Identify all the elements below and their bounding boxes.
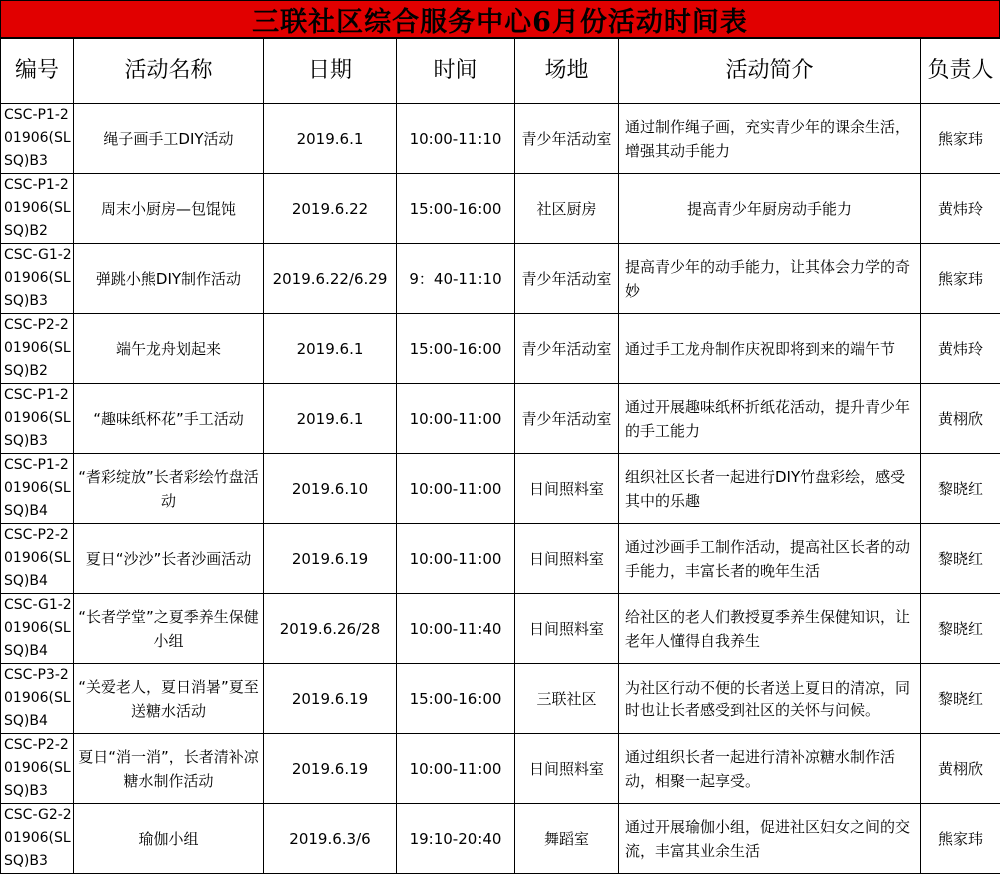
header-venue: 场地 <box>515 39 619 104</box>
cell-date: 2019.6.3/6 <box>264 804 397 874</box>
cell-desc: 组织社区长者一起进行DIY竹盘彩绘，感受其中的乐趣 <box>619 454 921 524</box>
cell-owner: 黄炜玲 <box>921 314 1000 384</box>
cell-date: 2019.6.1 <box>264 384 397 454</box>
table-row <box>1 174 1000 244</box>
table-row <box>1 734 1000 804</box>
cell-desc: 给社区的老人们教授夏季养生保健知识，让老年人懂得自我养生 <box>619 594 921 664</box>
cell-time: 10:00-11:10 <box>397 104 515 174</box>
cell-date: 2019.6.22/6.29 <box>264 244 397 314</box>
cell-time: 15:00-16:00 <box>397 314 515 384</box>
cell-time: 19:10-20:40 <box>397 804 515 874</box>
header-row <box>1 39 1000 104</box>
cell-time: 10:00-11:00 <box>397 734 515 804</box>
cell-desc: 提高青少年厨房动手能力 <box>619 174 921 244</box>
table-row <box>1 454 1000 524</box>
cell-time: 15:00-16:00 <box>397 664 515 734</box>
cell-owner: 黎晓红 <box>921 664 1000 734</box>
cell-name: “耆彩绽放”长者彩绘竹盘活动 <box>74 454 264 524</box>
cell-desc: 通过开展瑜伽小组，促进社区妇女之间的交流，丰富其业余生活 <box>619 804 921 874</box>
cell-code: CSC-P1-201906(SLSQ)B2 <box>1 174 74 244</box>
cell-code: CSC-G2-201906(SLSQ)B3 <box>1 804 74 874</box>
cell-date: 2019.6.26/28 <box>264 594 397 664</box>
table-row <box>1 804 1000 874</box>
cell-name: 弹跳小熊DIY制作活动 <box>74 244 264 314</box>
cell-date: 2019.6.19 <box>264 734 397 804</box>
cell-name: 周末小厨房—包馄饨 <box>74 174 264 244</box>
table-row <box>1 594 1000 664</box>
cell-name: 端午龙舟划起来 <box>74 314 264 384</box>
table-row <box>1 384 1000 454</box>
cell-time: 9：40-11:10 <box>397 244 515 314</box>
cell-name: “关爱老人，夏日消暑”夏至送糖水活动 <box>74 664 264 734</box>
cell-code: CSC-P2-201906(SLSQ)B3 <box>1 734 74 804</box>
table-row <box>1 104 1000 174</box>
cell-name: “长者学堂”之夏季养生保健小组 <box>74 594 264 664</box>
table-row <box>1 314 1000 384</box>
header-name: 活动名称 <box>74 39 264 104</box>
cell-time: 10:00-11:00 <box>397 524 515 594</box>
header-date: 日期 <box>264 39 397 104</box>
cell-code: CSC-P1-201906(SLSQ)B3 <box>1 104 74 174</box>
cell-code: CSC-P2-201906(SLSQ)B2 <box>1 314 74 384</box>
cell-owner: 黎晓红 <box>921 454 1000 524</box>
cell-venue: 日间照料室 <box>515 734 619 804</box>
header-desc: 活动简介 <box>619 39 921 104</box>
table-row <box>1 664 1000 734</box>
cell-desc: 通过开展趣味纸杯折纸花活动，提升青少年的手工能力 <box>619 384 921 454</box>
cell-venue: 青少年活动室 <box>515 244 619 314</box>
cell-code: CSC-G1-201906(SLSQ)B3 <box>1 244 74 314</box>
table-row <box>1 244 1000 314</box>
cell-owner: 熊家玮 <box>921 804 1000 874</box>
cell-name: 瑜伽小组 <box>74 804 264 874</box>
cell-desc: 通过沙画手工制作活动，提高社区长者的动手能力，丰富长者的晚年生活 <box>619 524 921 594</box>
cell-venue: 青少年活动室 <box>515 314 619 384</box>
cell-owner: 黄栩欣 <box>921 734 1000 804</box>
cell-code: CSC-P1-201906(SLSQ)B3 <box>1 384 74 454</box>
cell-owner: 熊家玮 <box>921 244 1000 314</box>
header-code: 编号 <box>1 39 74 104</box>
cell-desc: 为社区行动不便的长者送上夏日的清凉，同时也让长者感受到社区的关怀与问候。 <box>619 664 921 734</box>
cell-date: 2019.6.1 <box>264 104 397 174</box>
cell-code: CSC-P2-201906(SLSQ)B4 <box>1 524 74 594</box>
sheet-title: 三联社区综合服务中心6月份活动时间表 <box>0 0 1000 38</box>
table-row <box>1 524 1000 594</box>
cell-date: 2019.6.22 <box>264 174 397 244</box>
cell-name: 夏日“沙沙”长者沙画活动 <box>74 524 264 594</box>
cell-venue: 日间照料室 <box>515 454 619 524</box>
cell-venue: 日间照料室 <box>515 594 619 664</box>
cell-code: CSC-P1-201906(SLSQ)B4 <box>1 454 74 524</box>
cell-owner: 黄炜玲 <box>921 174 1000 244</box>
cell-time: 10:00-11:00 <box>397 454 515 524</box>
cell-date: 2019.6.10 <box>264 454 397 524</box>
schedule-table <box>0 38 1000 874</box>
header-time: 时间 <box>397 39 515 104</box>
cell-desc: 通过手工龙舟制作庆祝即将到来的端午节 <box>619 314 921 384</box>
cell-date: 2019.6.19 <box>264 524 397 594</box>
cell-date: 2019.6.19 <box>264 664 397 734</box>
cell-code: CSC-G1-201906(SLSQ)B4 <box>1 594 74 664</box>
cell-date: 2019.6.1 <box>264 314 397 384</box>
cell-desc: 通过组织长者一起进行清补凉糖水制作活动，相聚一起享受。 <box>619 734 921 804</box>
cell-code: CSC-P3-201906(SLSQ)B4 <box>1 664 74 734</box>
cell-venue: 青少年活动室 <box>515 104 619 174</box>
cell-name: 夏日“消一消”，长者清补凉糖水制作活动 <box>74 734 264 804</box>
cell-venue: 社区厨房 <box>515 174 619 244</box>
cell-owner: 黎晓红 <box>921 524 1000 594</box>
cell-time: 10:00-11:00 <box>397 384 515 454</box>
cell-desc: 通过制作绳子画，充实青少年的课余生活，增强其动手能力 <box>619 104 921 174</box>
cell-name: 绳子画手工DIY活动 <box>74 104 264 174</box>
cell-time: 10:00-11:40 <box>397 594 515 664</box>
cell-venue: 三联社区 <box>515 664 619 734</box>
cell-owner: 黄栩欣 <box>921 384 1000 454</box>
cell-time: 15:00-16:00 <box>397 174 515 244</box>
cell-venue: 舞蹈室 <box>515 804 619 874</box>
cell-desc: 提高青少年的动手能力，让其体会力学的奇妙 <box>619 244 921 314</box>
cell-name: “趣味纸杯花”手工活动 <box>74 384 264 454</box>
cell-venue: 日间照料室 <box>515 524 619 594</box>
header-owner: 负责人 <box>921 39 1000 104</box>
cell-owner: 熊家玮 <box>921 104 1000 174</box>
cell-owner: 黎晓红 <box>921 594 1000 664</box>
cell-venue: 青少年活动室 <box>515 384 619 454</box>
